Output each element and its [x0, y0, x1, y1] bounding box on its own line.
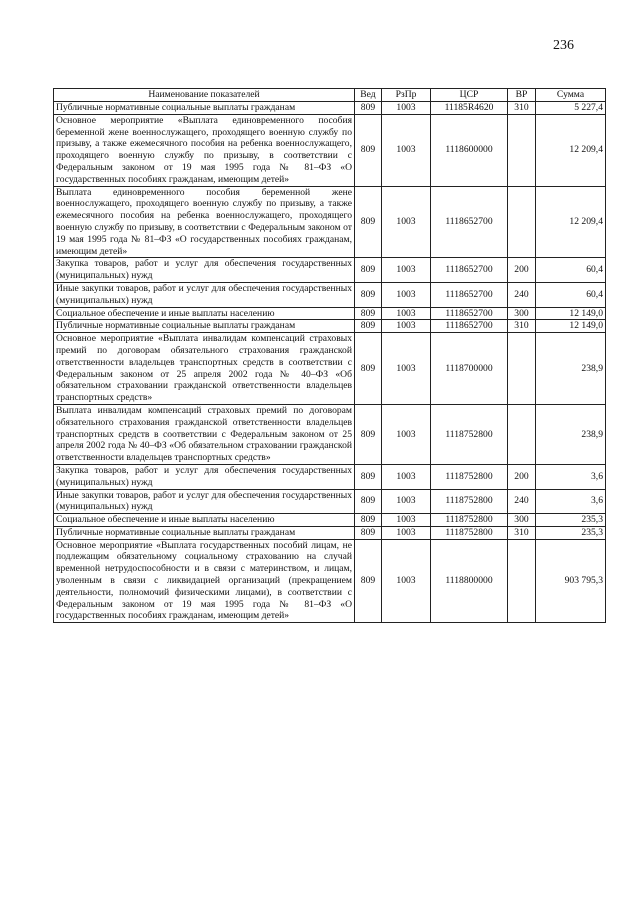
row-ved: 809 — [355, 539, 382, 623]
table-row — [54, 526, 606, 539]
row-csr: 1118752800 — [431, 514, 508, 527]
row-name: Закупка товаров, работ и услуг для обеспечения государственных (муниципальных) нужд — [54, 258, 355, 283]
row-name: Иные закупки товаров, работ и услуг для обеспечения государственных (муниципальных) нужд — [54, 282, 355, 307]
row-name: Публичные нормативные социальные выплаты гражданам — [54, 526, 355, 539]
row-vr: 200 — [508, 464, 536, 489]
row-csr: 11185R4620 — [431, 102, 508, 115]
row-vr: 310 — [508, 320, 536, 333]
row-ved: 809 — [355, 489, 382, 514]
table-row — [54, 282, 606, 307]
table-row — [54, 114, 606, 186]
row-rzpr: 1003 — [382, 464, 431, 489]
row-vr: 310 — [508, 526, 536, 539]
row-rzpr: 1003 — [382, 514, 431, 527]
row-ved: 809 — [355, 102, 382, 115]
row-name: Выплата единовременного пособия беременной жене военнослужащего, проходящего военную службу по призыву, а также ежемесячного пособия на ребенка военнослужащего, проходящего военную службу по призыву, в соответствии с Федеральным законом от 19 мая 1995 года № 81–ФЗ «О государственных пособиях гражданам, имеющим детей» — [54, 186, 355, 258]
table-row — [54, 539, 606, 623]
table-body — [54, 102, 606, 623]
row-csr: 1118652700 — [431, 186, 508, 258]
table-row — [54, 489, 606, 514]
header-vr: ВР — [508, 89, 536, 102]
row-sum: 903 795,3 — [536, 539, 606, 623]
row-sum: 60,4 — [536, 258, 606, 283]
row-rzpr: 1003 — [382, 307, 431, 320]
table-header-row — [54, 89, 606, 102]
row-vr — [508, 539, 536, 623]
table-row — [54, 333, 606, 405]
row-rzpr: 1003 — [382, 539, 431, 623]
header-ved: Вед — [355, 89, 382, 102]
row-ved: 809 — [355, 186, 382, 258]
row-rzpr: 1003 — [382, 333, 431, 405]
row-name: Иные закупки товаров, работ и услуг для обеспечения государственных (муниципальных) нужд — [54, 489, 355, 514]
header-name: Наименование показателей — [54, 89, 355, 102]
row-vr: 240 — [508, 282, 536, 307]
row-sum: 3,6 — [536, 464, 606, 489]
row-sum: 12 209,4 — [536, 114, 606, 186]
row-ved: 809 — [355, 333, 382, 405]
header-rzpr: РзПр — [382, 89, 431, 102]
row-ved: 809 — [355, 514, 382, 527]
row-ved: 809 — [355, 526, 382, 539]
header-csr: ЦСР — [431, 89, 508, 102]
row-sum: 12 149,0 — [536, 307, 606, 320]
row-csr: 1118752800 — [431, 404, 508, 464]
row-name: Публичные нормативные социальные выплаты гражданам — [54, 102, 355, 115]
row-rzpr: 1003 — [382, 102, 431, 115]
row-sum: 238,9 — [536, 404, 606, 464]
row-vr — [508, 333, 536, 405]
row-vr: 310 — [508, 102, 536, 115]
row-csr: 1118652700 — [431, 307, 508, 320]
row-ved: 809 — [355, 307, 382, 320]
row-csr: 1118752800 — [431, 526, 508, 539]
row-csr: 1118600000 — [431, 114, 508, 186]
row-csr: 1118800000 — [431, 539, 508, 623]
row-sum: 12 209,4 — [536, 186, 606, 258]
table-row — [54, 307, 606, 320]
row-name: Публичные нормативные социальные выплаты гражданам — [54, 320, 355, 333]
row-csr: 1118700000 — [431, 333, 508, 405]
row-vr — [508, 404, 536, 464]
row-rzpr: 1003 — [382, 320, 431, 333]
row-name: Выплата инвалидам компенсаций страховых премий по договорам обязательного страхования гражданской ответственности владельцев транспортных средств в соответствии с Федеральным законом от 25 апреля 2002 года № 40–ФЗ «Об обязательном страховании гражданской ответственности владельцев транспортных средств» — [54, 404, 355, 464]
row-ved: 809 — [355, 282, 382, 307]
row-sum: 238,9 — [536, 333, 606, 405]
row-vr: 300 — [508, 514, 536, 527]
table-row — [54, 186, 606, 258]
row-vr: 300 — [508, 307, 536, 320]
row-name: Основное мероприятие «Выплата единовременного пособия беременной жене военнослужащего, проходящего военную службу по призыву, а также ежемесячного пособия на ребенка военнослужащего, проходящего военную службу по призыву, в соответствии с Федеральным законом от 19 мая 1995 года № 81–ФЗ «О государственных пособиях гражданам, имеющим детей» — [54, 114, 355, 186]
row-rzpr: 1003 — [382, 489, 431, 514]
row-vr — [508, 186, 536, 258]
table-row — [54, 320, 606, 333]
row-ved: 809 — [355, 320, 382, 333]
row-name: Социальное обеспечение и иные выплаты населению — [54, 307, 355, 320]
row-ved: 809 — [355, 114, 382, 186]
row-vr: 200 — [508, 258, 536, 283]
table-row — [54, 102, 606, 115]
header-sum: Сумма — [536, 89, 606, 102]
row-sum: 60,4 — [536, 282, 606, 307]
table-row — [54, 404, 606, 464]
budget-table — [53, 88, 606, 623]
row-csr: 1118752800 — [431, 464, 508, 489]
row-name: Закупка товаров, работ и услуг для обеспечения государственных (муниципальных) нужд — [54, 464, 355, 489]
row-ved: 809 — [355, 404, 382, 464]
row-rzpr: 1003 — [382, 404, 431, 464]
row-sum: 5 227,4 — [536, 102, 606, 115]
row-csr: 1118652700 — [431, 320, 508, 333]
row-ved: 809 — [355, 258, 382, 283]
row-csr: 1118652700 — [431, 258, 508, 283]
row-vr — [508, 114, 536, 186]
row-rzpr: 1003 — [382, 526, 431, 539]
row-name: Основное мероприятие «Выплата государственных пособий лицам, не подлежащим обязательному социальному страхованию на случай временной нетрудоспособности и в связи с материнством, и лицам, уволенным в связи с ликвидацией организаций (прекращением деятельности, полномочий физическими лицами), в соответствии с Федеральным законом от 19 мая 1995 года № 81–ФЗ «О государственных пособиях гражданам, имеющим детей» — [54, 539, 355, 623]
table-row — [54, 464, 606, 489]
row-rzpr: 1003 — [382, 114, 431, 186]
row-csr: 1118652700 — [431, 282, 508, 307]
row-rzpr: 1003 — [382, 186, 431, 258]
row-sum: 235,3 — [536, 514, 606, 527]
table-row — [54, 258, 606, 283]
row-sum: 235,3 — [536, 526, 606, 539]
row-sum: 3,6 — [536, 489, 606, 514]
row-rzpr: 1003 — [382, 282, 431, 307]
row-name: Социальное обеспечение и иные выплаты населению — [54, 514, 355, 527]
table-row — [54, 514, 606, 527]
row-sum: 12 149,0 — [536, 320, 606, 333]
row-rzpr: 1003 — [382, 258, 431, 283]
page-number: 236 — [553, 38, 574, 53]
row-csr: 1118752800 — [431, 489, 508, 514]
row-vr: 240 — [508, 489, 536, 514]
row-ved: 809 — [355, 464, 382, 489]
row-name: Основное мероприятие «Выплата инвалидам компенсаций страховых премий по договорам обязательного страхования гражданской ответственности владельцев транспортных средств в соответствии с Федеральным законом от 25 апреля 2002 года № 40–ФЗ «Об обязательном страховании гражданской ответственности владельцев транспортных средств» — [54, 333, 355, 405]
